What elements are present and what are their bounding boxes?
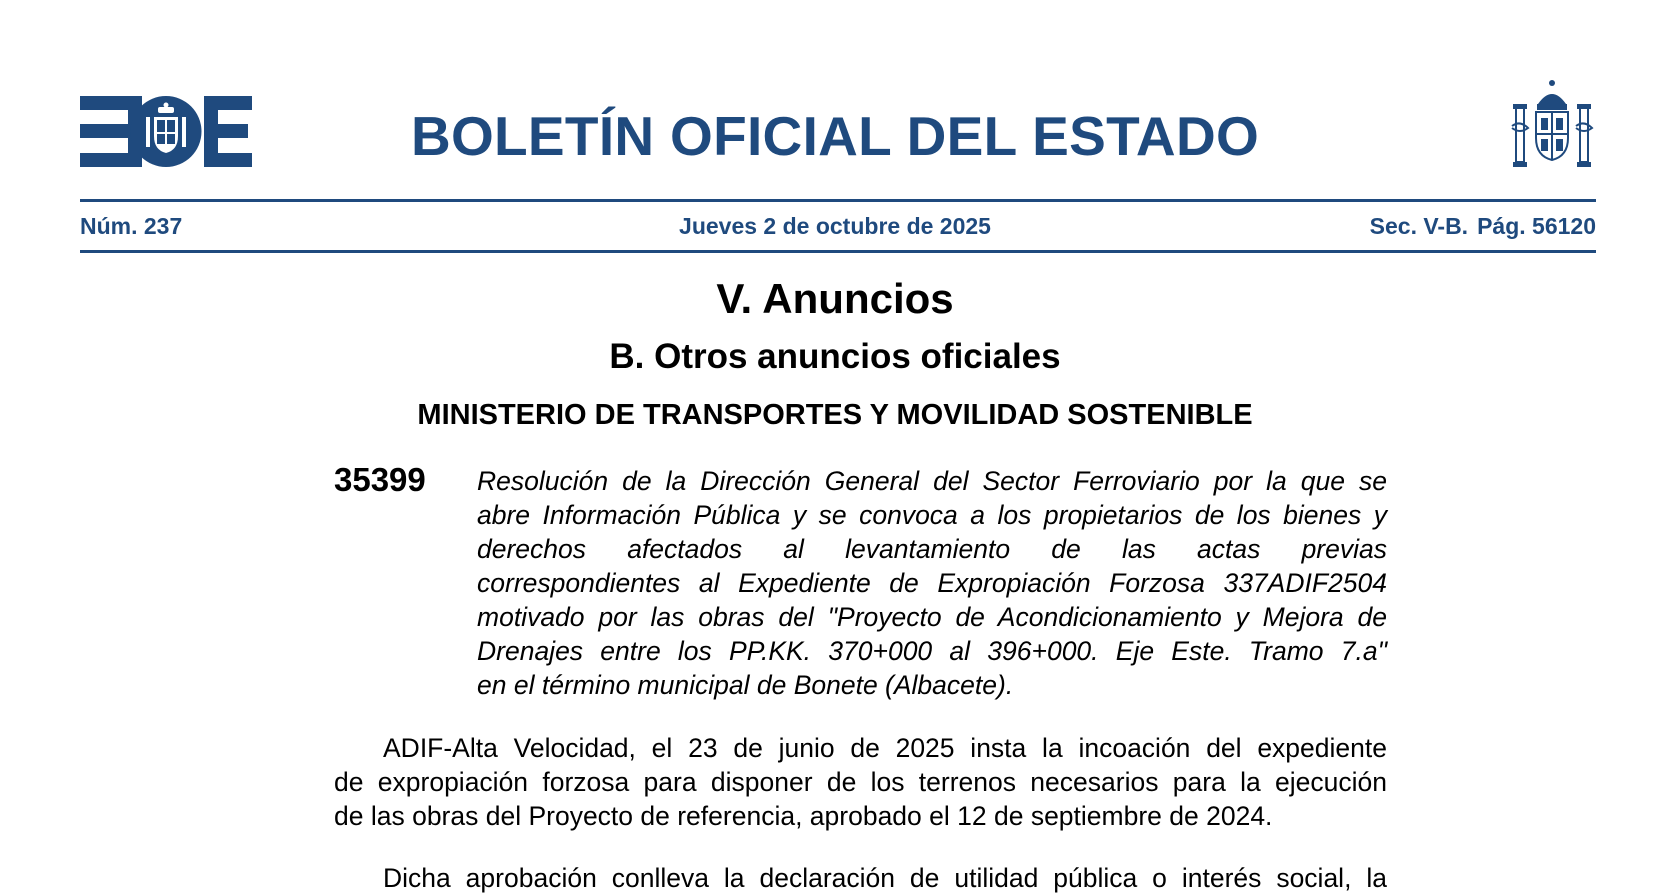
ministry-heading: MINISTERIO DE TRANSPORTES Y MOVILIDAD SOSTENIBLE [417,399,1253,431]
body-line: Dicha aprobación conlleva la declaración de utilidad pública o interés social, la [383,863,1387,893]
announcement-title-line: motivado por las obras del "Proyecto de Acondicionamiento y Mejora de [477,602,1387,632]
issue-date: Jueves 2 de octubre de 2025 [679,213,991,239]
header-rule-top [80,199,1596,202]
announcement-title-line: en el término municipal de Bonete (Albacete). [477,670,1014,700]
announcement-title-line: Drenajes entre los PP.KK. 370+000 al 396+000. Eje Este. Tramo 7.a" [477,636,1387,666]
announcement-title-line: derechos afectados al levantamiento de las actas previas [477,534,1387,564]
announcement-title [477,464,1387,702]
coat-of-arms-graphic [1510,78,1594,170]
body-line: de expropiación forzosa para disponer de los terrenos necesarios para la ejecución [334,767,1387,797]
announcement-title-line: Resolución de la Dirección General del Sector Ferroviario por la que se [477,466,1387,496]
site-title: BOLETÍN OFICIAL DEL ESTADO [410,105,1260,167]
issue-number: Núm. 237 [80,213,183,239]
announcement-title-line: abre Información Pública y se convoca a los propietarios de los bienes y [477,500,1387,530]
announcement-number: 35399 [334,461,426,498]
section-page-info [1370,213,1596,240]
subsection-heading: B. Otros anuncios oficiales [609,337,1061,376]
body-paragraph-2 [334,861,1387,895]
spain-coat-of-arms-icon [1510,78,1594,170]
section-code: Sec. V-B. [1369,213,1469,239]
body-line: ADIF-Alta Velocidad, el 23 de junio de 2025 insta la incoación del expediente [383,733,1387,763]
announcement-title-line: correspondientes al Expediente de Expropiación Forzosa 337ADIF2504 [477,568,1387,598]
header-rule-bottom [80,250,1596,253]
page-number: Pág. 56120 [1477,213,1596,239]
body-paragraph [334,731,1387,833]
section-heading: V. Anuncios [716,275,954,322]
body-line: de las obras del Proyecto de referencia, aprobado el 12 de septiembre de 2024. [334,801,1273,831]
